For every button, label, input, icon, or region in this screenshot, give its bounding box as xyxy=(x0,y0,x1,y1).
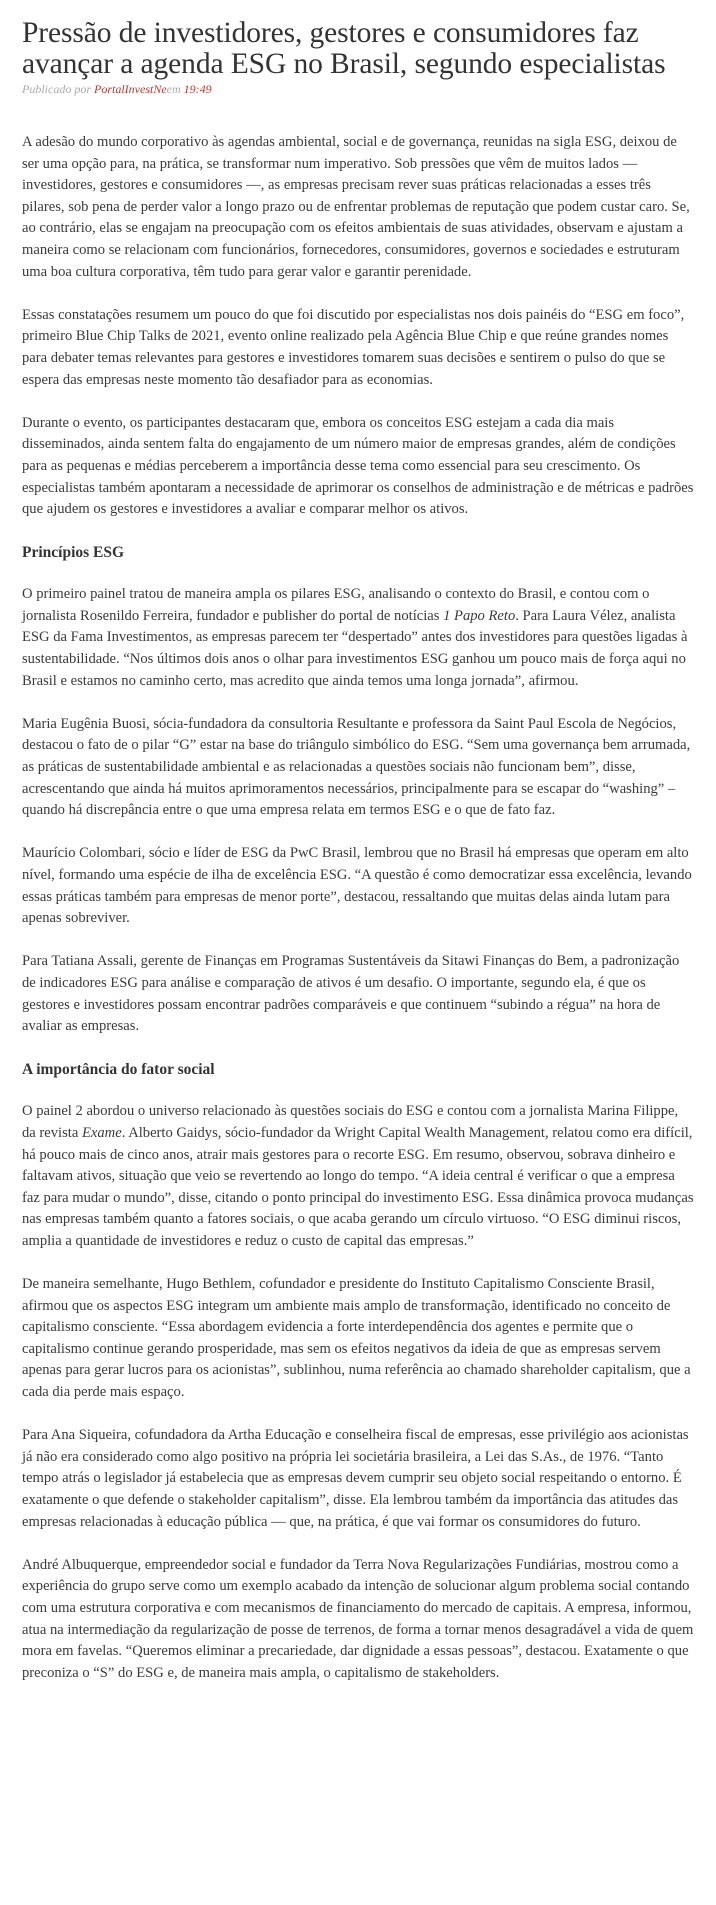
paragraph: Para Ana Siqueira, cofundadora da Artha Educação e conselheira fiscal de empresas, esse privilégio aos acionistas já não era considerado como algo positivo na própria lei societária brasileira, a Lei das S.As., de 1976. “Tanto tempo atrás o legislador já estabelecia que as empresas devem cumprir seu objeto social respeitando o entorno. É exatamente o que defende o stakeholder capitalism”, disse. Ela lembrou também da importância das atitudes das empresas relacionadas à educação pública — que, na prática, é que vai formar os consumidores do futuro. xyxy=(22,1427,689,1530)
paragraph-text: O primeiro painel tratou de maneira ampla os pilares ESG, analisando o contexto do Brasil, e contou com o jornalista Rosenildo Ferreira, fundador e publisher do portal de notícias xyxy=(22,586,650,624)
paragraph: A adesão do mundo corporativo às agendas ambiental, social e de governança, reunidas na sigla ESG, deixou de ser uma opção para, na prática, se transformar num imperativo. Sob pressões que vêm de muitos lados — investidores, gestores e consumidores —, as empresas precisam rever suas práticas relacionadas a esses três pilares, sob pena de perder valor a longo prazo ou de enfrentar problemas de reputação que podem custar caro. Se, ao contrário, elas se engajam na preocupação com os efeitos ambientais de suas atividades, observam e ajustam a maneira como se relacionam com funcionários, fornecedores, consumidores, governos e sociedades e estruturam uma boa cultura corporativa, têm tudo para gerar valor e garantir perenidade. xyxy=(22,134,690,280)
at-label: em xyxy=(166,82,184,96)
paragraph: Maurício Colombari, sócio e líder de ESG da PwC Brasil, lembrou que no Brasil há empresas que operam em alto nível, formando uma espécie de ilha de excelência ESG. “A questão é como democratizar essa excelência, levando essas práticas também para empresas de menor porte”, destacou, ressaltando que muitas delas ainda lutam para apenas sobreviver. xyxy=(22,845,692,927)
paragraph: Essas constatações resumem um pouco do que foi discutido por especialistas nos dois painéis do “ESG em foco”, primeiro Blue Chip Talks de 2021, evento online realizado pela Agência Blue Chip e que reúne grandes nomes para debater temas relevantes para gestores e investidores tomarem suas decisões e sentirem o pulso do que se espera das empresas neste momento tão desafiador para as economias. xyxy=(22,306,685,388)
article-body xyxy=(22,132,694,1684)
publication-name: Exame xyxy=(81,1124,122,1141)
article-title: Pressão de investidores, gestores e consumidores faz avançar a agenda ESG no Brasil, segundo especialistas xyxy=(22,17,666,80)
publish-time: 19:49 xyxy=(183,82,212,96)
author-link[interactable]: PortalInvestNe xyxy=(94,82,167,96)
paragraph-text: . Alberto Gaidys, sócio-fundador da Wright Capital Wealth Management, relatou como era difícil, há pouco mais de cinco anos, atrair mais gestores para o recorte ESG. Em resumo, observou, sobrava dinheiro e faltavam ativos, situação que veio se revertendo ao longo do tempo. “A ideia central é verificar o que a empresa faz para mudar o mundo”, disse, citando o ponto principal do investimento ESG. Essa dinâmica provoca mudanças nas empresas também quanto a fatores sociais, o que acaba gerando um círculo virtuoso. “O ESG diminui riscos, amplia a quantidade de investidores e reduz o custo de capital das empresas.” xyxy=(22,1124,694,1249)
section-heading-fator-social: A importância do fator social xyxy=(22,1061,215,1079)
publication-name: 1 Papo Reto xyxy=(443,607,516,624)
paragraph-text: O painel 2 abordou o universo relacionado às questões sociais do ESG e contou com a jornalista Marina Filippe, da revista xyxy=(22,1103,679,1141)
byline xyxy=(22,82,694,96)
paragraph: André Albuquerque, empreendedor social e fundador da Terra Nova Regularizações Fundiárias, mostrou como a experiência do grupo serve como um exemplo acabado da intenção de solucionar algum problema social contando com uma estrutura corporativa e com mecanismos de financiamento do mercado de capitais. A empresa, informou, atua na intermediação da regularização de posse de terrenos, de forma a tornar menos desagradável a vida de quem mora em favelas. “Queremos eliminar a precariedade, dar dignidade a essas pessoas”, destacou. Exatamente o que preconiza o “S” do ESG e, de maneira mais ampla, o capitalismo de stakeholders. xyxy=(22,1556,694,1681)
paragraph: De maneira semelhante, Hugo Bethlem, cofundador e presidente do Instituto Capitalismo Consciente Brasil, afirmou que os aspectos ESG integram um ambiente mais amplo de transformação, identificado no conceito de capitalismo consciente. “Essa abordagem evidencia a forte interdependência dos agentes e permite que o capitalismo continue gerando prosperidade, mas sem os efeitos negativos da ideia de que as empresas servem apenas para gerar lucros para os acionistas”, sublinhou, numa referência ao chamado shareholder capitalism, que a cada dia perde mais espaço. xyxy=(22,1276,691,1401)
paragraph: Maria Eugênia Buosi, sócia-fundadora da consultoria Resultante e professora da Saint Paul Escola de Negócios, destacou o fato de o pilar “G” estar na base do triângulo simbólico do ESG. “Sem uma governança bem arrumada, as práticas de sustentabilidade ambiental e as relacionadas a questões sociais não funcionam bem”, disse, acrescentando que ainda há muitos aprimoramentos necessários, principalmente para se escapar do “washing” – quando há discrepância entre o que uma empresa relata em termos ESG e o que de fato faz. xyxy=(22,715,691,819)
paragraph-text: . Para Laura Vélez, analista ESG da Fama Investimentos, as empresas parecem ter “despertado” antes dos investidores para questões ligadas à sustentabilidade. “Nos últimos dois anos o olhar para investimentos ESG ganhou um pouco mais de força aqui no Brasil e estamos no caminho certo, mas acredito que ainda temos uma longa jornada”, afirmou. xyxy=(22,607,688,689)
published-by-label: Publicado por xyxy=(22,82,94,96)
paragraph xyxy=(22,1101,694,1252)
paragraph: Para Tatiana Assali, gerente de Finanças em Programas Sustentáveis da Sitawi Finanças do Bem, a padronização de indicadores ESG para análise e comparação de ativos é um desafio. O importante, segundo ela, é que os gestores e investidores possam encontrar padrões comparáveis e que continuem “subindo a régua” na hora de avaliar as empresas. xyxy=(22,953,680,1035)
paragraph: Durante o evento, os participantes destacaram que, embora os conceitos ESG estejam a cada dia mais disseminados, ainda sentem falta do engajamento de um número maior de empresas grandes, além de condições para as pequenas e médias perceberem a importância desse tema como essencial para seu crescimento. Os especialistas também apontaram a necessidade de aprimorar os conselhos de administração e de métricas e padrões que ajudem os gestores e investidores a avaliar e comparar melhor os ativos. xyxy=(22,414,694,518)
paragraph xyxy=(22,584,694,692)
section-heading-principios-esg: Princípios ESG xyxy=(22,544,125,562)
